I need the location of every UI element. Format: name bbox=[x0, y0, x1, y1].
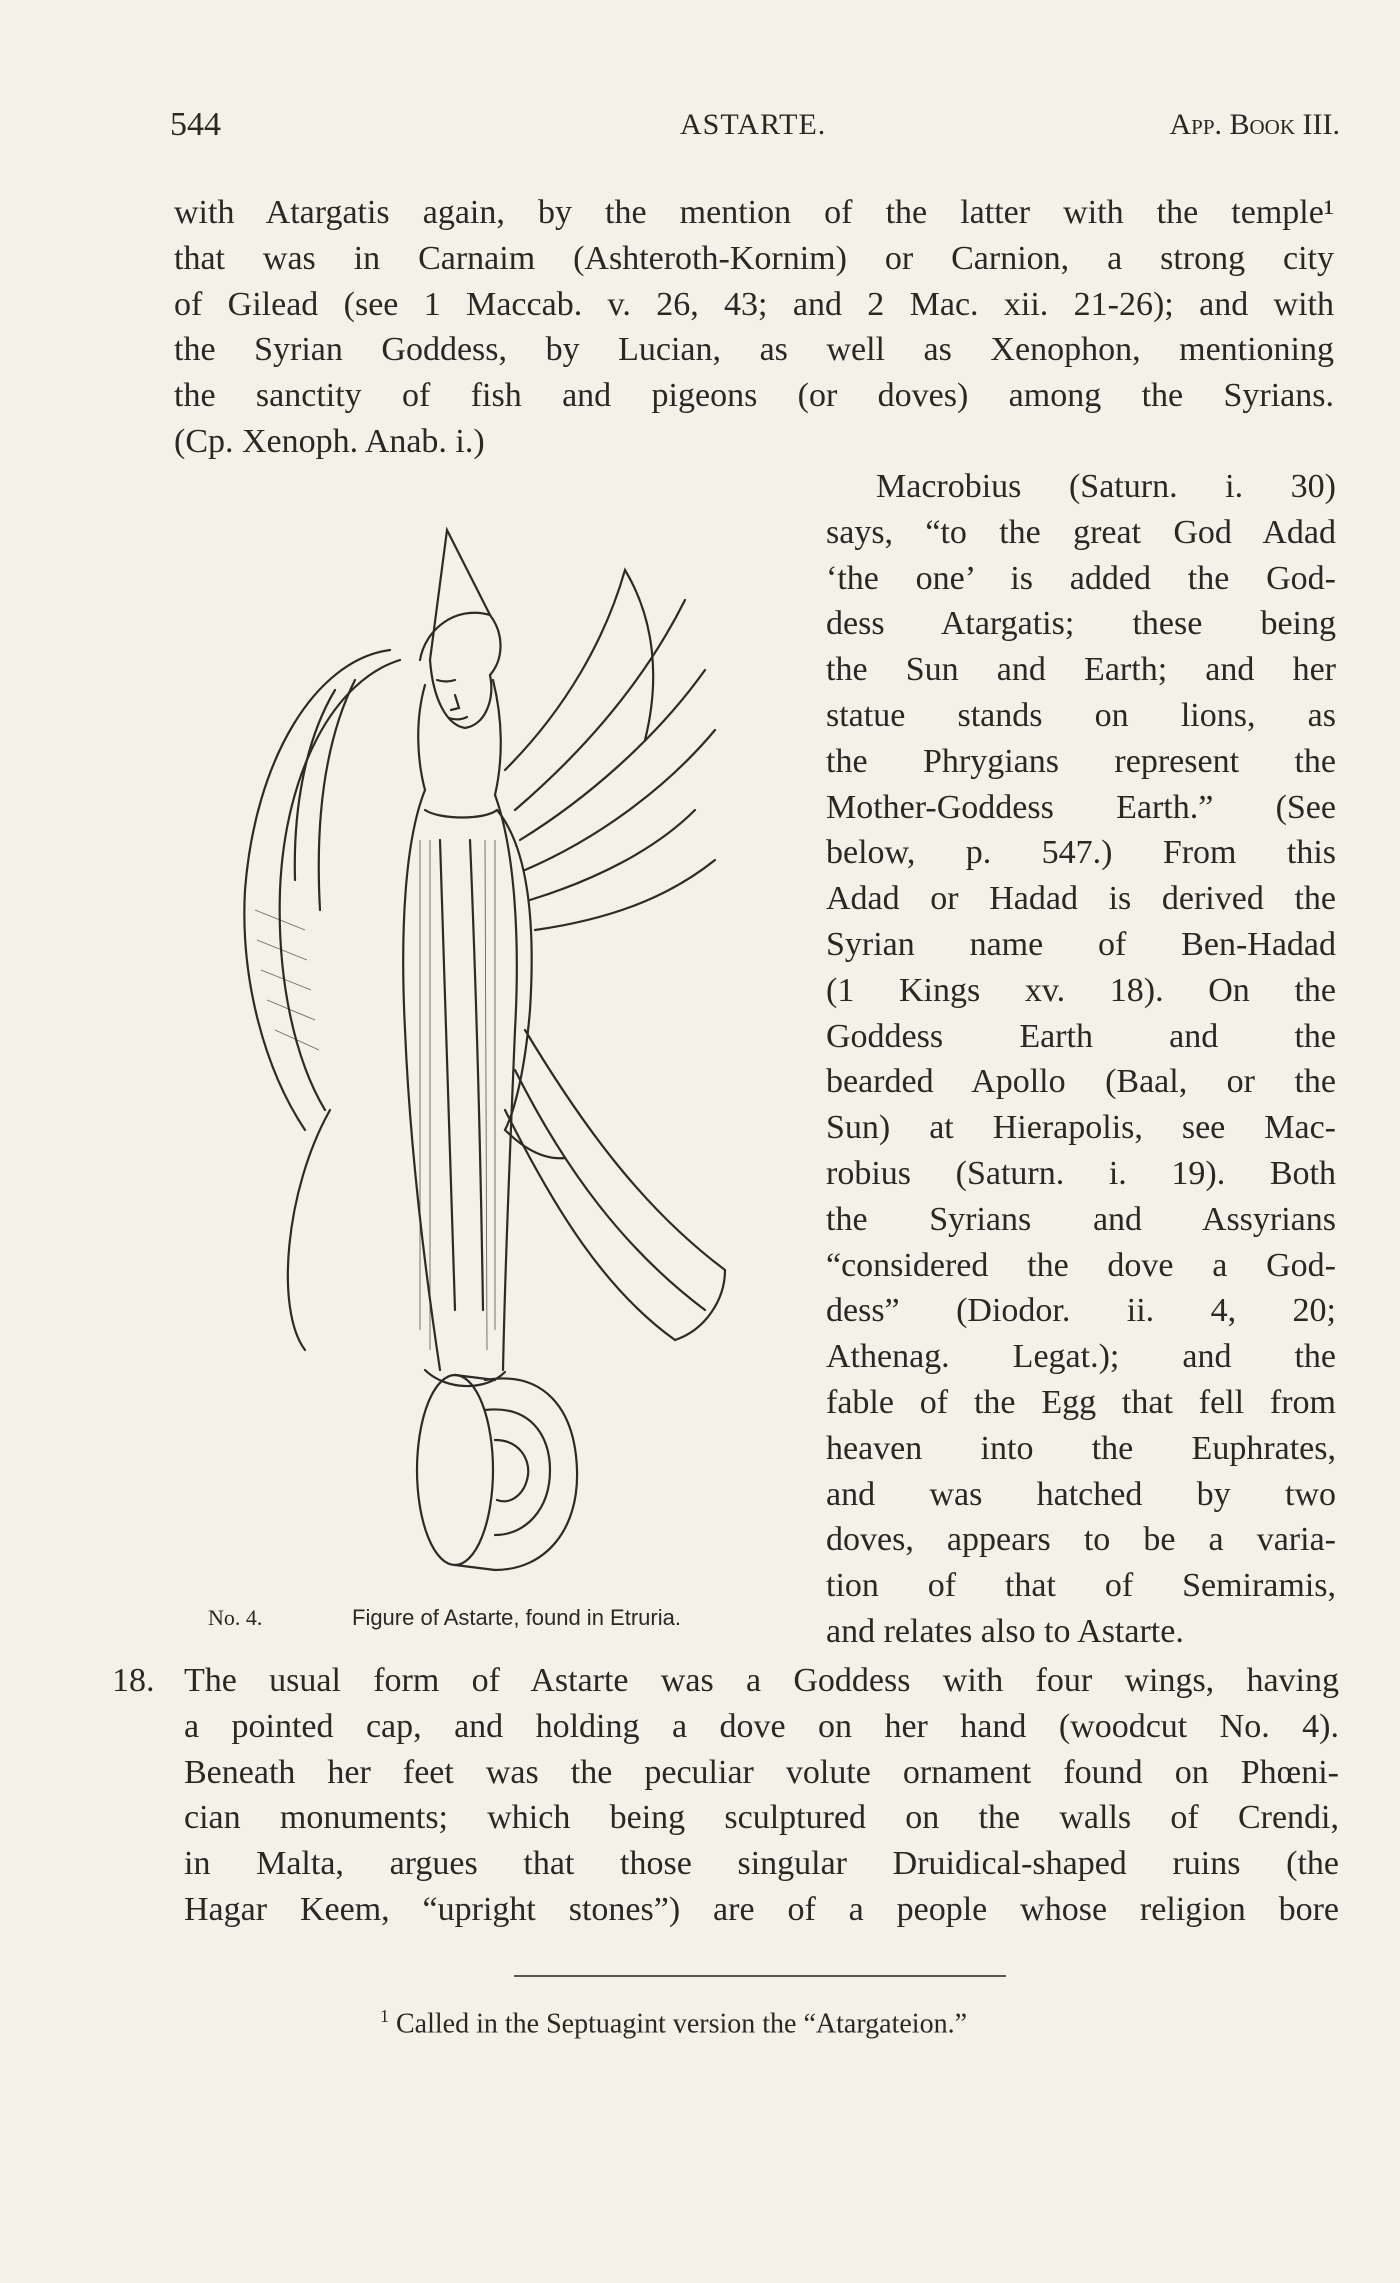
text-line: in Malta, argues that those singular Druidical-shaped ruins (the bbox=[184, 1845, 1339, 1883]
text-line: with Atargatis again, by the mention of the latter with the temple¹ bbox=[174, 194, 1334, 231]
text-line: (Cp. Xenoph. Anab. i.) bbox=[174, 422, 485, 460]
text-line: Macrobius (Saturn. i. 30) bbox=[876, 468, 1336, 505]
text-line: Syrian name of Ben-Hadad bbox=[826, 925, 1336, 963]
text-line: ‘the one’ is added the God- bbox=[826, 559, 1336, 597]
text-line: the sanctity of fish and pigeons (or doves) among the Syrians. bbox=[174, 377, 1334, 415]
paragraph-18 bbox=[184, 1658, 1339, 1933]
footnote bbox=[380, 2006, 967, 2040]
footnote-rule bbox=[514, 1975, 1006, 1977]
page-number: 544 bbox=[170, 106, 221, 143]
text-line: Hagar Keem, “upright stones”) are of a people whose religion bore bbox=[184, 1890, 1339, 1928]
text-line: statue stands on lions, as bbox=[826, 696, 1336, 734]
text-line: tion of that of Semiramis, bbox=[826, 1567, 1336, 1605]
text-line: “considered the dove a God- bbox=[826, 1246, 1336, 1284]
running-title: ASTARTE. bbox=[680, 108, 827, 141]
text-line: Goddess Earth and the bbox=[826, 1017, 1336, 1055]
text-line: Beneath her feet was the peculiar volute ornament found on Phœni- bbox=[184, 1753, 1339, 1791]
text-line: cian monuments; which being sculptured on the walls of Crendi, bbox=[184, 1799, 1339, 1837]
text-line: Athenag. Legat.); and the bbox=[826, 1338, 1336, 1376]
text-line: a pointed cap, and holding a dove on her hand (woodcut No. 4). bbox=[184, 1707, 1339, 1745]
text-line: and relates also to Astarte. bbox=[826, 1612, 1184, 1650]
running-header bbox=[170, 100, 1340, 150]
intro-paragraph bbox=[174, 190, 1334, 465]
figure-caption: Figure of Astarte, found in Etruria. bbox=[352, 1605, 681, 1630]
text-line: that was in Carnaim (Ashteroth-Kornim) or Carnion, a strong city bbox=[174, 239, 1334, 277]
footnote-marker: 1 bbox=[380, 2006, 389, 2026]
text-line: heaven into the Euphrates, bbox=[826, 1429, 1336, 1467]
text-line: of Gilead (see 1 Maccab. v. 26, 43; and 2 Mac. xii. 21-26); and with bbox=[174, 285, 1334, 323]
text-line: The usual form of Astarte was a Goddess with four wings, having bbox=[184, 1662, 1339, 1699]
paragraph-number: 18. bbox=[112, 1662, 155, 1699]
text-line: dess Atargatis; these being bbox=[826, 605, 1336, 643]
figure-number: No. 4. bbox=[208, 1605, 263, 1630]
text-line: fable of the Egg that fell from bbox=[826, 1383, 1336, 1421]
text-line: bearded Apollo (Baal, or the bbox=[826, 1063, 1336, 1101]
text-line: doves, appears to be a varia- bbox=[826, 1521, 1336, 1559]
text-line: the Syrian Goddess, by Lucian, as well as Xenophon, mentioning bbox=[174, 331, 1334, 369]
side-column-text bbox=[826, 464, 1336, 1655]
winged-goddess-illustration bbox=[185, 510, 805, 1590]
text-line: Adad or Hadad is derived the bbox=[826, 880, 1336, 918]
text-line: and was hatched by two bbox=[826, 1475, 1336, 1513]
text-line: the Sun and Earth; and her bbox=[826, 651, 1336, 689]
section-label: App. Book III. bbox=[1169, 108, 1340, 141]
text-line: says, “to the great God Adad bbox=[826, 513, 1336, 551]
text-line: the Syrians and Assyrians bbox=[826, 1200, 1336, 1238]
text-line: the Phrygians represent the bbox=[826, 742, 1336, 780]
astarte-woodcut bbox=[185, 510, 805, 1590]
text-line: Mother-Goddess Earth.” (See bbox=[826, 788, 1336, 826]
text-line: Sun) at Hierapolis, see Mac- bbox=[826, 1109, 1336, 1147]
text-line: robius (Saturn. i. 19). Both bbox=[826, 1154, 1336, 1192]
footnote-text: Called in the Septuagint version the “Atargateion.” bbox=[396, 2008, 967, 2040]
text-line: (1 Kings xv. 18). On the bbox=[826, 971, 1336, 1009]
text-line: below, p. 547.) From this bbox=[826, 834, 1336, 872]
text-line: dess” (Diodor. ii. 4, 20; bbox=[826, 1292, 1336, 1330]
